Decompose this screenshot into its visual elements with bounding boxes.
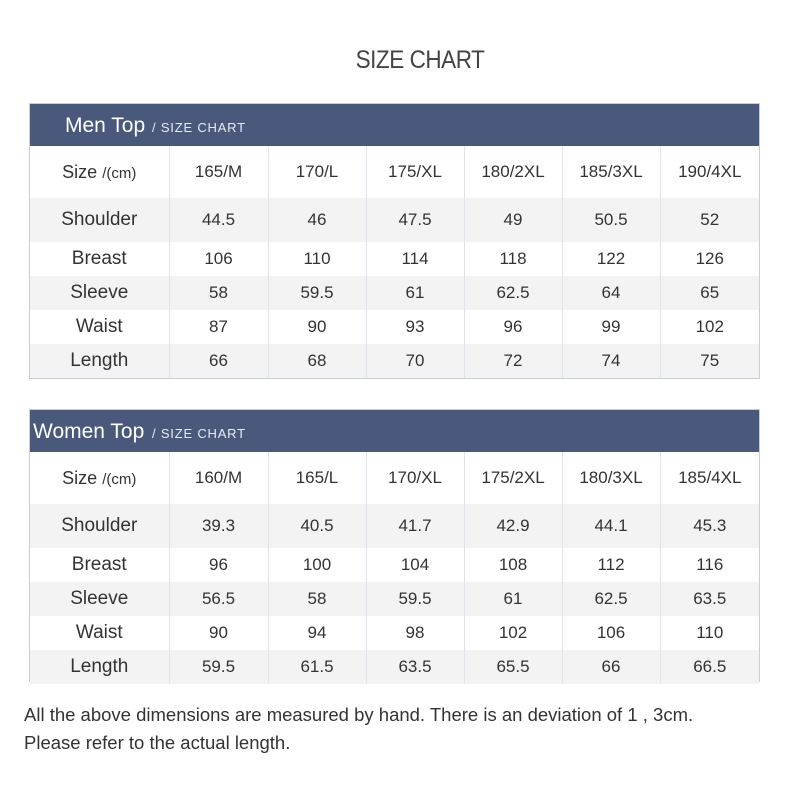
size-column-header: 165/M <box>169 146 268 198</box>
table-header-row <box>30 452 759 504</box>
table-row <box>30 548 759 582</box>
table-cell: 44.5 <box>169 198 268 242</box>
men-chart-heading: Men Top <box>65 114 146 137</box>
table-row <box>30 198 759 242</box>
row-label: Waist <box>30 616 169 650</box>
table-cell: 74 <box>562 344 660 378</box>
table-cell: 58 <box>268 582 366 616</box>
table-cell: 66 <box>169 344 268 378</box>
women-chart-heading: Women Top <box>33 420 145 443</box>
table-cell: 63.5 <box>366 650 464 684</box>
measurement-footnote <box>24 701 784 757</box>
row-label: Length <box>30 650 169 684</box>
footnote-line: Please refer to the actual length. <box>24 732 291 753</box>
table-cell: 75 <box>660 344 759 378</box>
table-cell: 98 <box>366 616 464 650</box>
size-header-cell <box>30 146 169 198</box>
size-column-header: 175/XL <box>366 146 464 198</box>
men-size-chart <box>29 103 760 379</box>
table-cell: 70 <box>366 344 464 378</box>
men-size-table <box>30 146 759 378</box>
table-cell: 96 <box>464 310 562 344</box>
size-column-header: 180/3XL <box>562 452 660 504</box>
table-cell: 39.3 <box>169 504 268 548</box>
table-cell: 106 <box>169 242 268 276</box>
table-cell: 118 <box>464 242 562 276</box>
size-column-header: 175/2XL <box>464 452 562 504</box>
table-cell: 108 <box>464 548 562 582</box>
size-column-header: 190/4XL <box>660 146 759 198</box>
table-cell: 40.5 <box>268 504 366 548</box>
table-cell: 45.3 <box>660 504 759 548</box>
row-label: Breast <box>30 548 169 582</box>
table-cell: 112 <box>562 548 660 582</box>
table-cell: 116 <box>660 548 759 582</box>
table-cell: 104 <box>366 548 464 582</box>
size-unit: /(cm) <box>102 470 137 488</box>
table-cell: 59.5 <box>366 582 464 616</box>
row-label: Waist <box>30 310 169 344</box>
size-column-header: 180/2XL <box>464 146 562 198</box>
table-cell: 42.9 <box>464 504 562 548</box>
table-row <box>30 650 759 684</box>
table-cell: 90 <box>169 616 268 650</box>
table-cell: 110 <box>268 242 366 276</box>
row-label: Sleeve <box>30 276 169 310</box>
table-cell: 122 <box>562 242 660 276</box>
table-cell: 61 <box>366 276 464 310</box>
table-row <box>30 310 759 344</box>
women-size-table <box>30 452 759 684</box>
page-title: SIZE CHART <box>355 46 485 74</box>
table-cell: 64 <box>562 276 660 310</box>
table-cell: 102 <box>464 616 562 650</box>
table-cell: 49 <box>464 198 562 242</box>
table-cell: 66 <box>562 650 660 684</box>
row-label: Breast <box>30 242 169 276</box>
table-cell: 100 <box>268 548 366 582</box>
table-cell: 87 <box>169 310 268 344</box>
footnote-line: All the above dimensions are measured by hand. There is an deviation of 1 , 3cm. <box>24 704 694 725</box>
table-header-row <box>30 146 759 198</box>
row-label: Shoulder <box>30 198 169 242</box>
table-row <box>30 344 759 378</box>
size-column-header: 185/3XL <box>562 146 660 198</box>
table-cell: 61.5 <box>268 650 366 684</box>
size-column-header: 165/L <box>268 452 366 504</box>
table-cell: 93 <box>366 310 464 344</box>
table-cell: 65 <box>660 276 759 310</box>
table-cell: 44.1 <box>562 504 660 548</box>
table-cell: 63.5 <box>660 582 759 616</box>
table-cell: 96 <box>169 548 268 582</box>
size-column-header: 170/L <box>268 146 366 198</box>
size-column-header: 160/M <box>169 452 268 504</box>
size-label: Size <box>62 161 98 182</box>
men-chart-header <box>30 104 759 146</box>
table-cell: 46 <box>268 198 366 242</box>
table-cell: 114 <box>366 242 464 276</box>
table-cell: 59.5 <box>169 650 268 684</box>
table-cell: 106 <box>562 616 660 650</box>
table-cell: 62.5 <box>562 582 660 616</box>
table-cell: 50.5 <box>562 198 660 242</box>
table-cell: 66.5 <box>660 650 759 684</box>
table-cell: 41.7 <box>366 504 464 548</box>
table-cell: 126 <box>660 242 759 276</box>
men-chart-subheading: / SIZE CHART <box>152 120 246 135</box>
table-cell: 90 <box>268 310 366 344</box>
row-label: Length <box>30 344 169 378</box>
table-cell: 72 <box>464 344 562 378</box>
table-row <box>30 504 759 548</box>
table-cell: 68 <box>268 344 366 378</box>
table-cell: 59.5 <box>268 276 366 310</box>
table-cell: 99 <box>562 310 660 344</box>
table-cell: 62.5 <box>464 276 562 310</box>
table-cell: 56.5 <box>169 582 268 616</box>
size-column-header: 185/4XL <box>660 452 759 504</box>
table-cell: 65.5 <box>464 650 562 684</box>
table-row <box>30 616 759 650</box>
table-row <box>30 242 759 276</box>
women-chart-header <box>30 410 759 452</box>
row-label: Shoulder <box>30 504 169 548</box>
table-cell: 52 <box>660 198 759 242</box>
size-header-cell <box>30 452 169 504</box>
size-column-header: 170/XL <box>366 452 464 504</box>
table-row <box>30 276 759 310</box>
table-row <box>30 582 759 616</box>
table-cell: 110 <box>660 616 759 650</box>
table-cell: 61 <box>464 582 562 616</box>
table-cell: 102 <box>660 310 759 344</box>
table-cell: 58 <box>169 276 268 310</box>
women-size-chart <box>29 409 760 682</box>
women-chart-subheading: / SIZE CHART <box>152 426 246 441</box>
size-label: Size <box>62 467 98 488</box>
row-label: Sleeve <box>30 582 169 616</box>
size-unit: /(cm) <box>102 164 137 182</box>
table-cell: 47.5 <box>366 198 464 242</box>
table-cell: 94 <box>268 616 366 650</box>
